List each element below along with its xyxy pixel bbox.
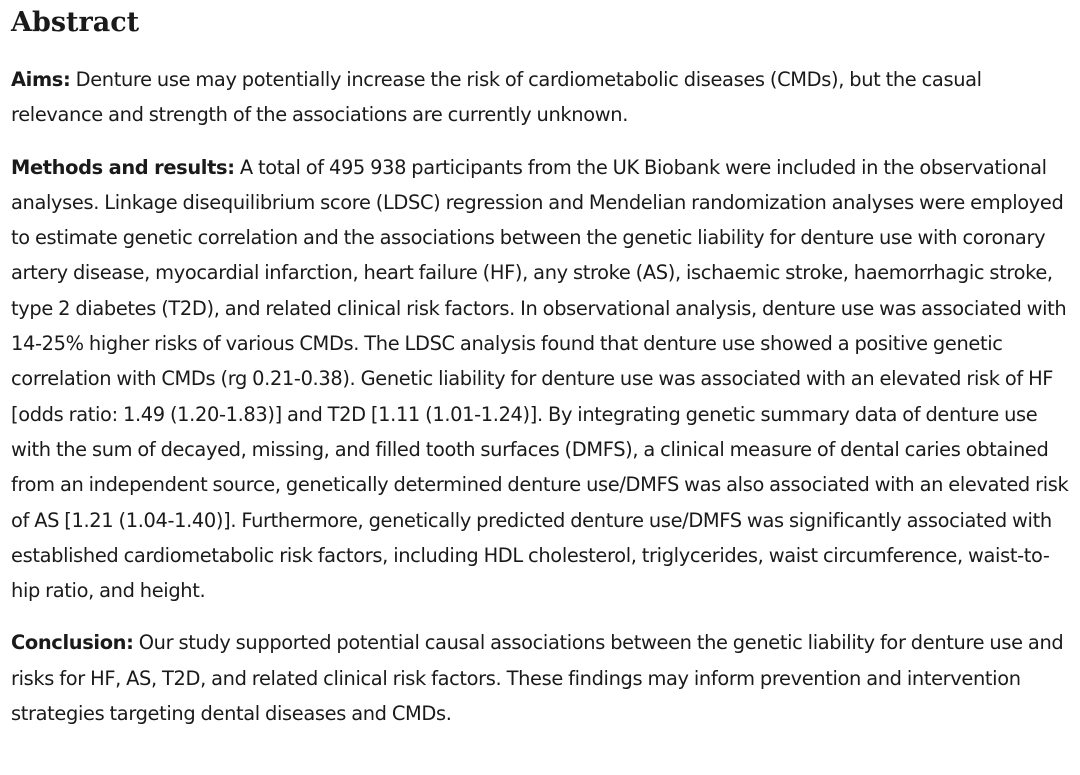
conclusion-paragraph <box>11 625 1070 731</box>
abstract-heading: Abstract <box>11 7 140 38</box>
conclusion-text: Our study supported potential causal associations between the genetic liability for denture use and risks for HF, AS, T2D, and related clinical risk factors. These findings may inform prevention and intervention strategies targeting dental diseases and CMDs. <box>11 631 1064 726</box>
aims-paragraph <box>11 62 1070 133</box>
abstract-section <box>0 6 1080 731</box>
aims-text: Denture use may potentially increase the risk of cardiometabolic diseases (CMDs), but the casual relevance and strength of the associations are currently unknown. <box>11 68 982 127</box>
methods-results-text: A total of 495 938 participants from the UK Biobank were included in the observational analyses. Linkage disequilibrium score (LDSC) regression and Mendelian randomization analyses were employed to estimate genetic correlation and the associations between the genetic liability for denture use with coronary artery disease, myocardial infarction, heart failure (HF), any stroke (AS), ischaemic stroke, haemorrhagic stroke, type 2 diabetes (T2D), and related clinical risk factors. In observational analysis, denture use was associated with 14-25% higher risks of various CMDs. The LDSC analysis found that denture use showed a positive genetic correlation with CMDs (rg 0.21-0.38). Genetic liability for denture use was associated with an elevated risk of HF [odds ratio: 1.49 (1.20-1.83)] and T2D [1.11 (1.01-1.24)]. By integrating genetic summary data of denture use with the sum of decayed, missing, and filled tooth surfaces (DMFS), a clinical measure of dental caries obtained from an independent source, genetically determined denture use/DMFS was also associated with an elevated risk of AS [1.21 (1.04-1.40)]. Furthermore, genetically predicted denture use/DMFS was significantly associated with established cardiometabolic risk factors, including HDL cholesterol, triglycerides, waist circumference, waist-to-hip ratio, and height. <box>11 155 1069 603</box>
aims-label: Aims: <box>11 68 71 91</box>
methods-results-label: Methods and results: <box>11 155 235 179</box>
methods-results-paragraph <box>11 150 1070 609</box>
conclusion-label: Conclusion: <box>11 631 134 655</box>
